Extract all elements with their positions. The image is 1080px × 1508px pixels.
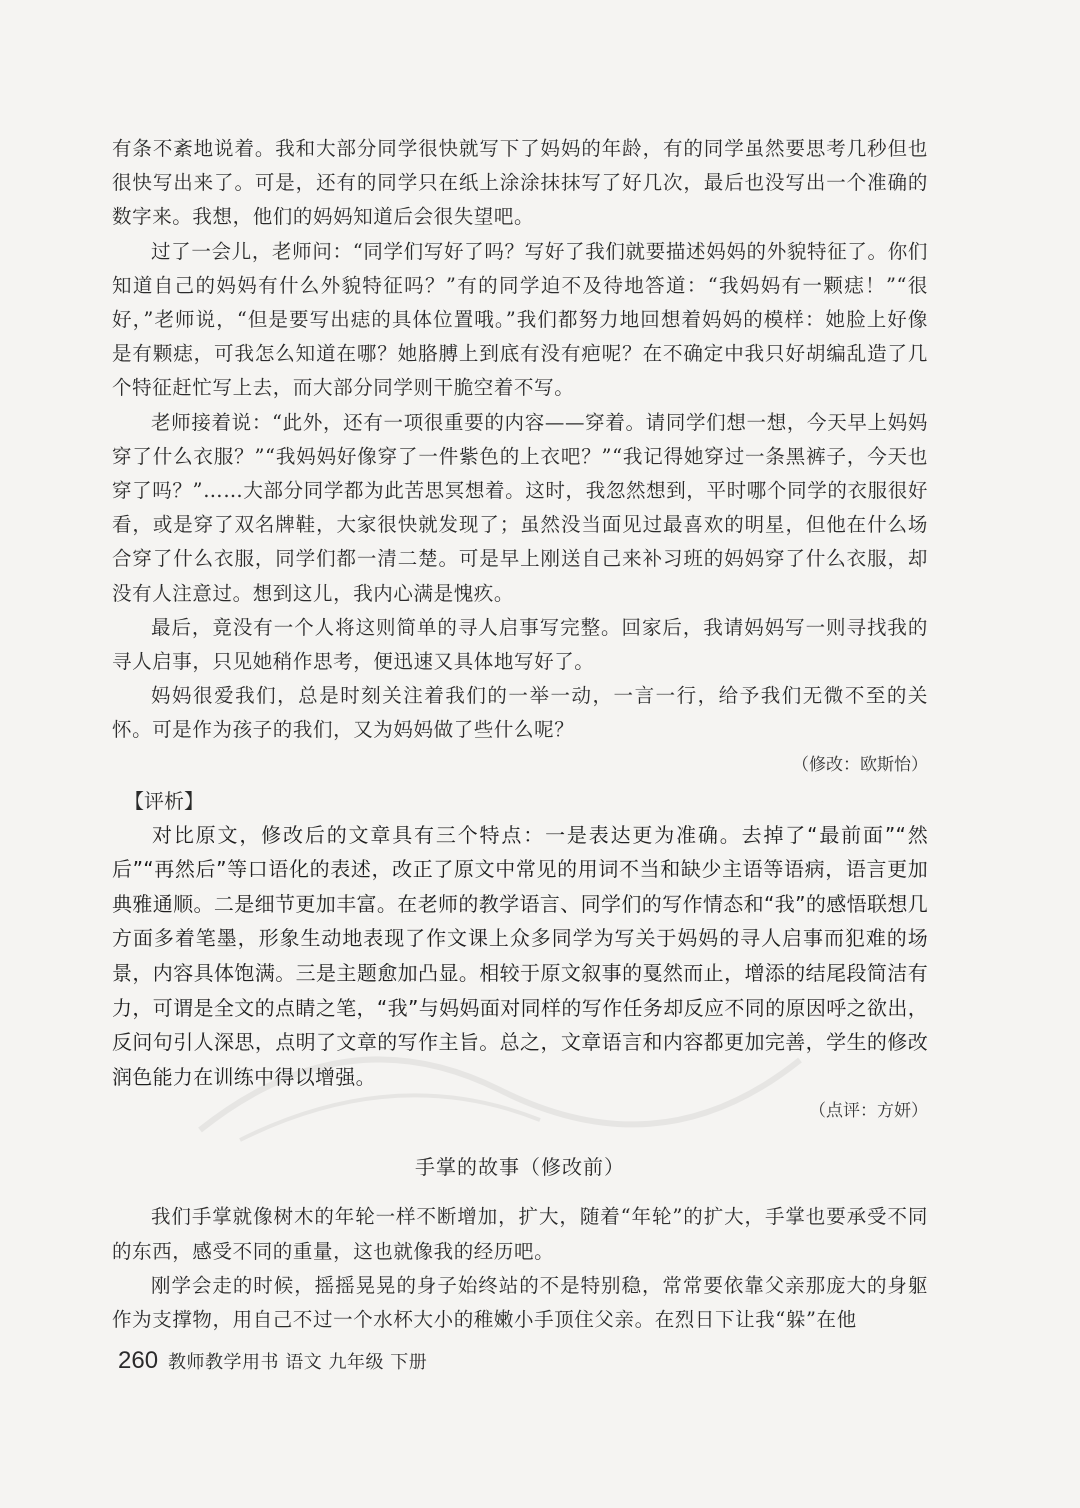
analysis-text: 对比原文，修改后的文章具有三个特点：一是表达更为准确。去掉了“最前面”“然后”“再然后”等口语化的表述，改正了原文中常见的用词不当和缺少主语等语病，语言更加典雅通顺。二是细节更加丰富。在老师的教学语言、同学们的写作情态和“我”的感悟联想几方面多着笔墨，形象生动地表现了作文课上众多同学为写关于妈妈的寻人启事而犯难的场景，内容具体饱满。三是主题愈加凸显。相较于原文叙事的戛然而止，增添的结尾段简洁有力，可谓是全文的点睛之笔，“我”与妈妈面对同样的写作任务却反应不同的原因呼之欲出，反问句引人深思，点明了文章的写作主旨。总之，文章语言和内容都更加完善，学生的修改润色能力在训练中得以增强。 bbox=[112, 822, 928, 1089]
original-paragraph-2: 刚学会走的时候，摇摇晃晃的身子始终站的不是特别稳，常常要依靠父亲那庞大的身躯作为支撑物，用自己不过一个水杯大小的稚嫩小手顶住父亲。在烈日下让我“躲”在他 bbox=[112, 1273, 928, 1332]
page-content bbox=[112, 132, 928, 1337]
revised-paragraph-2: 过了一会儿，老师问：“同学们写好了吗？写好了我们就要描述妈妈的外貌特征了。你们知道自己的妈妈有什么外貌特征吗？”有的同学迫不及待地答道：“我妈妈有一颗痣！”“很好，”老师说，“但是要写出痣的具体位置哦。”我们都努力地回想着妈妈的模样：她脸上好像是有颗痣，可我怎么知道在哪？她胳膊上到底有没有疤呢？在不确定中我只好胡编乱造了几个特征赶忙写上去，而大部分同学则干脆空着不写。 bbox=[112, 239, 928, 400]
book-title: 教师教学用书 语文 九年级 下册 bbox=[168, 1352, 428, 1373]
revised-paragraph-3: 老师接着说：“此外，还有一项很重要的内容——穿着。请同学们想一想，今天早上妈妈穿了什么衣服？”“我妈妈好像穿了一件紫色的上衣吧？”“我记得她穿过一条黑裤子，今天也穿了吗？”……大部分同学都为此苦思冥想着。这时，我忽然想到，平时哪个同学的衣服很好看，或是穿了双名牌鞋，大家很快就发现了；虽然没当面见过最喜欢的明星，但他在什么场合穿了什么衣服，同学们都一清二楚。可是早上刚送自己来补习班的妈妈穿了什么衣服，却没有人注意过。想到这儿，我内心满是愧疚。 bbox=[112, 410, 928, 605]
revision-credit: （修改：欧斯怡） bbox=[792, 754, 928, 775]
revised-paragraph-1: 有条不紊地说着。我和大部分同学很快就写下了妈妈的年龄，有的同学虽然要思考几秒但也很快写出来了。可是，还有的同学只在纸上涂涂抹抹写了好几次，最后也没写出一个准确的数字来。我想，他们的妈妈知道后会很失望吧。 bbox=[112, 137, 928, 229]
page-footer bbox=[118, 1347, 427, 1375]
original-paragraph-1: 我们手掌就像树木的年轮一样不断增加，扩大，随着“年轮”的扩大，手掌也要承受不同的东西，感受不同的重量，这也就像我的经历吧。 bbox=[112, 1205, 928, 1263]
analysis-heading: 【评析】 bbox=[124, 788, 204, 813]
analysis-credit: （点评：方妍） bbox=[809, 1101, 928, 1122]
page-number: 260 bbox=[118, 1347, 159, 1374]
revised-paragraph-4: 最后，竟没有一个人将这则简单的寻人启事写完整。回家后，我请妈妈写一则寻找我的寻人启事，只见她稍作思考，便迅速又具体地写好了。 bbox=[112, 615, 928, 674]
revised-paragraph-5: 妈妈很爱我们，总是时刻关注着我们的一举一动，一言一行，给予我们无微不至的关怀。可是作为孩子的我们，又为妈妈做了些什么呢？ bbox=[112, 684, 928, 742]
original-story-title: 手掌的故事（修改前） bbox=[415, 1155, 625, 1180]
